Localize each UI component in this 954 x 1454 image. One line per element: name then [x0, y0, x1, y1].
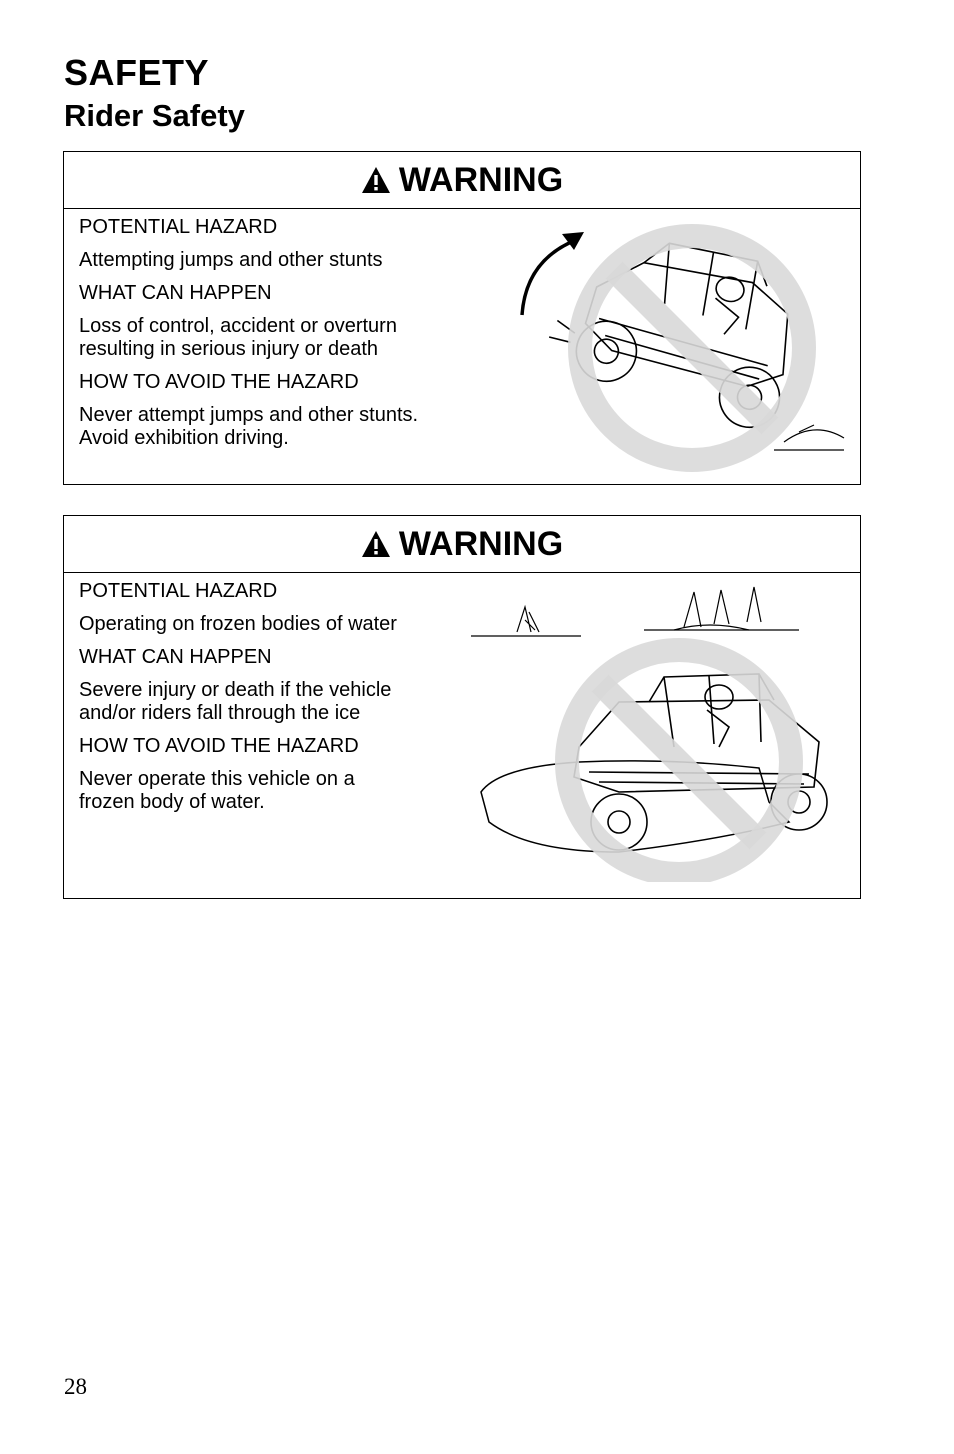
potential-hazard-text: Operating on frozen bodies of water	[79, 613, 397, 635]
page-subsection-title: Rider Safety	[64, 98, 245, 133]
potential-hazard-label: POTENTIAL HAZARD	[79, 580, 278, 602]
warning-triangle-icon	[361, 166, 391, 194]
page-number: 28	[64, 1374, 87, 1399]
what-can-happen-text: Loss of control, accident or overturn resulting in serious injury or death	[79, 315, 397, 360]
page-section-title: SAFETY	[64, 52, 210, 93]
no-jumping-vehicle-icon	[514, 220, 854, 482]
how-to-avoid-label: HOW TO AVOID THE HAZARD	[79, 735, 359, 757]
how-to-avoid-text: Never attempt jumps and other stunts. Avoid exhibition driving.	[79, 404, 419, 449]
no-frozen-water-vehicle-icon	[469, 582, 849, 882]
potential-hazard-label: POTENTIAL HAZARD	[79, 216, 278, 238]
warning-triangle-icon	[361, 530, 391, 558]
warning-header	[64, 516, 860, 573]
warning-box-frozen-water	[63, 515, 861, 899]
how-to-avoid-text: Never operate this vehicle on a frozen body of water.	[79, 768, 355, 813]
how-to-avoid-label: HOW TO AVOID THE HAZARD	[79, 371, 359, 393]
warning-box-jumps	[63, 151, 861, 485]
what-can-happen-label: WHAT CAN HAPPEN	[79, 646, 272, 668]
what-can-happen-text: Severe injury or death if the vehicle and/or riders fall through the ice	[79, 679, 392, 724]
potential-hazard-text: Attempting jumps and other stunts	[79, 249, 383, 271]
warning-header	[64, 152, 860, 209]
what-can-happen-label: WHAT CAN HAPPEN	[79, 282, 272, 304]
warning-title: WARNING	[398, 524, 564, 563]
warning-title: WARNING	[398, 160, 564, 199]
